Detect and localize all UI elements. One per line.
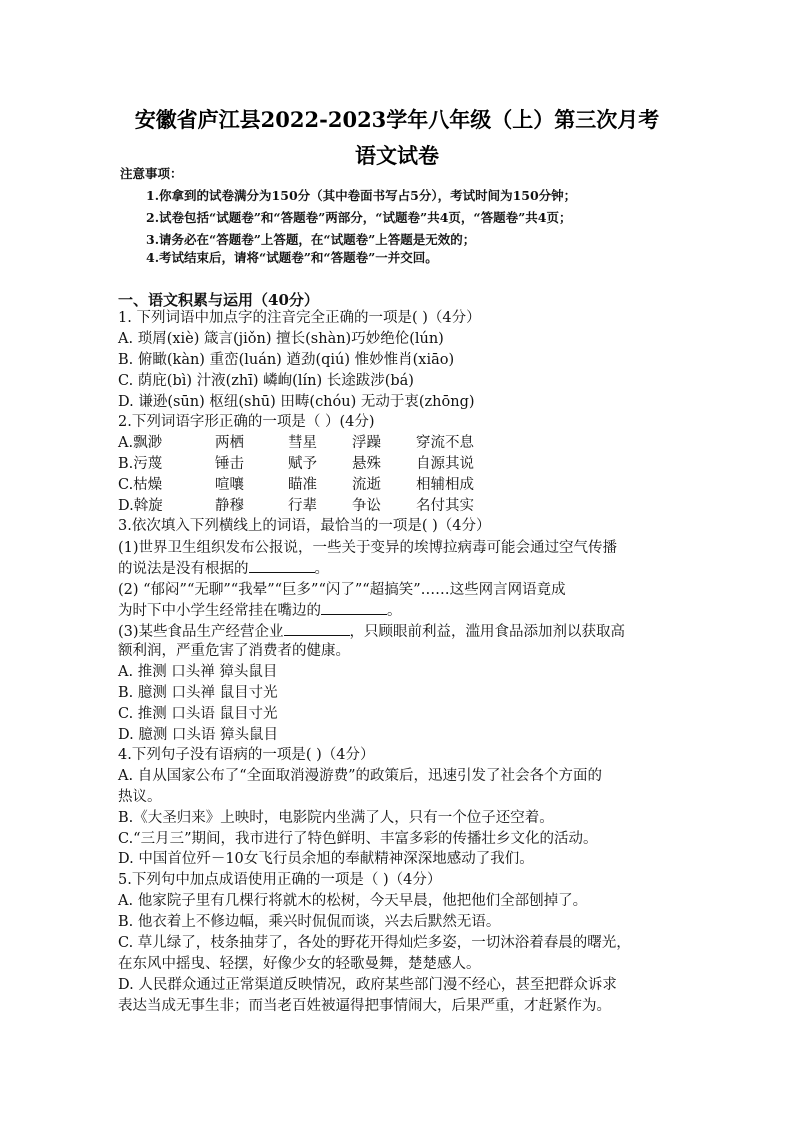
q1-option-a: A. 琐屑(xiè) 箴言(jiǒn) 擅长(shàn)巧妙绝伦(lún) [118,331,444,347]
q3-text: 。 [314,561,329,577]
q2-cell: 名付其实 [416,498,474,514]
q5-line: A. 他家院子里有几棵行将就木的松树，今天早晨，他把他们全部刨掉了。 [118,893,588,909]
fill-blank [249,558,315,573]
q2-cell: 赋予 [288,456,317,472]
q1-option-b: B. 俯瞰(kàn) 重峦(luán) 遒劲(qiú) 惟妙惟肖(xiāo) [118,352,455,368]
q4-line: D. 中国首位歼－10女飞行员余旭的奉献精神深深地感动了我们。 [118,851,534,867]
notice-item: 4.考试结束后，请将“试题卷”和“答题卷”一并交回。 [146,250,438,265]
q2-cell: 行辈 [288,498,317,514]
q2-cell: 悬殊 [352,456,381,472]
q2-cell: 锤击 [215,456,244,472]
q5-line: 表达当成无事生非；而当老百姓被逼得把事情闹大，后果严重，才赶紧作为。 [118,998,611,1014]
q3-sentence-3-cont: 额利润，严重危害了消费者的健康。 [118,643,350,659]
q3-sentence-2: (2) “郁闷”“无聊”“我晕”“巨多”“闪了”“超搞笑”……这些网言网语竟成 [118,582,566,598]
q2-cell: 相辅相成 [416,477,474,493]
q4-line: A. 自从国家公布了“全面取消漫游费”的政策后，迅速引发了社会各个方面的 [118,768,603,784]
q5-line: 在东风中摇曳、轻摆，好像少女的轻歌曼舞，楚楚感人。 [118,956,481,972]
q2-cell: 静穆 [215,498,244,514]
q3-option-d: D. 臆测 口头语 獐头鼠目 [118,727,279,743]
q3-sentence-1: (1)世界卫生组织发布公报说，一些关于变异的埃博拉病毒可能会通过空气传播 [118,540,618,556]
notice-item: 2.试卷包括“试题卷”和“答题卷”两部分，“试题卷”共4页，“答题卷”共4页； [146,210,572,225]
q5-line: D. 人民群众通过正常渠道反映情况，政府某些部门漫不经心，甚至把群众诉求 [118,977,617,993]
q2-cell: A.飘渺 [118,435,163,451]
question-3-stem: 3.依次填入下列横线上的词语，最恰当的一项是( )（4分） [118,518,491,534]
q3-sentence-1-cont [118,558,329,579]
q2-cell: 流逝 [352,477,381,493]
q3-text: 为时下中小学生经常挂在嘴边的 [118,603,321,619]
question-4-stem: 4.下列句子没有语病的一项是( )（4分） [118,747,375,763]
q4-line: B.《大圣归来》上映时，电影院内坐满了人，只有一个位子还空着。 [118,810,554,826]
exam-title: 安徽省庐江县2022-2023学年八年级（上）第三次月考 [134,107,660,132]
q2-cell: 喧嚷 [215,477,244,493]
q4-line: 热议。 [118,789,162,805]
q2-cell: B.污蔑 [118,456,163,472]
q2-cell: D.斡旋 [118,498,163,514]
q1-option-c: C. 荫庇(bì) 汁液(zhī) 嶙峋(lín) 长途跋涉(bá) [118,373,414,389]
fill-blank [284,621,350,636]
q2-cell: 彗星 [288,435,317,451]
q5-line: C. 草儿绿了，枝条抽芽了，各处的野花开得灿烂多姿，一切沐浴着春晨的曙光， [118,935,631,951]
q4-line: C.“三月三”期间，我市进行了特色鲜明、丰富多彩的传播壮乡文化的活动。 [118,831,598,847]
question-2-stem: 2.下列词语字形正确的一项是（ ）(4分) [118,414,375,430]
q2-cell: 争讼 [352,498,381,514]
q3-text: 的说法是没有根据的 [118,561,249,577]
q3-text: ，只顾眼前利益，滥用食品添加剂以获取高 [349,624,626,640]
section-heading: 一、语文积累与运用（40分） [118,291,319,309]
q2-cell: 自源其说 [416,456,474,472]
question-5-stem: 5.下列句中加点成语使用正确的一项是（ )（4分） [118,872,442,888]
q2-cell: 瞄准 [288,477,317,493]
q2-cell: 浮躁 [352,435,381,451]
question-1-stem: 1. 下列词语中加点字的注音完全正确的一项是( )（4分） [118,310,481,326]
fill-blank [321,600,387,615]
q3-option-a: A. 推测 口头禅 獐头鼠目 [118,664,278,680]
q2-cell: 穿流不息 [416,435,474,451]
q3-option-c: C. 推测 口头语 鼠目寸光 [118,706,278,722]
q3-option-b: B. 臆测 口头禅 鼠目寸光 [118,685,278,701]
q2-cell: 两栖 [215,435,244,451]
notice-heading: 注意事项： [120,166,183,181]
q3-text: (3)某些食品生产经营企业 [118,624,284,640]
q3-sentence-2-cont [118,600,402,621]
q2-cell: C.枯燥 [118,477,163,493]
q3-text: 。 [387,603,402,619]
notice-item: 3.请务必在“答题卷”上答题，在“试题卷”上答题是无效的； [146,232,476,247]
q3-sentence-3 [118,621,625,642]
q1-option-d: D. 谦逊(sūn) 枢纽(shū) 田畴(chóu) 无动于衷(zhōng) [118,394,475,410]
q5-line: B. 他衣着上不修边幅，乘兴时侃侃而谈，兴去后默然无语。 [118,914,501,930]
notice-item: 1.你拿到的试卷满分为150分（其中卷面书写占5分），考试时间为150分钟； [146,188,577,203]
exam-subtitle: 语文试卷 [355,143,439,168]
